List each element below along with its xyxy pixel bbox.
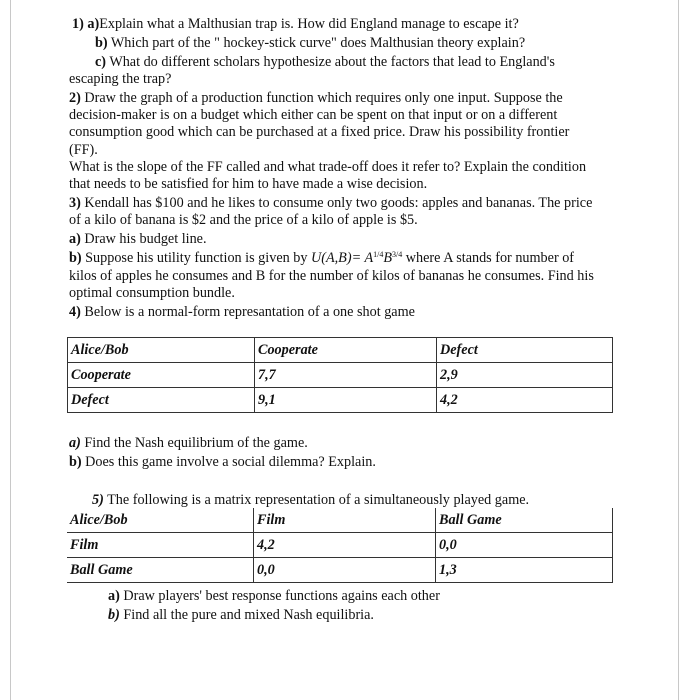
q1-a-number: 1) a) [72, 16, 100, 32]
q4-b-text: Does this game involve a social dilemma? Explain. [81, 454, 376, 470]
q3-line1 [69, 195, 592, 212]
q1-c [95, 54, 555, 71]
q5-number: 5) [92, 492, 104, 508]
q2-line2: decision-maker is on a budget which either can be spent on that input or on a different [69, 107, 558, 123]
q5-cell-0-2: 0,0 [436, 533, 613, 558]
table-row [67, 533, 613, 558]
q4-cell-0-0: Cooperate [68, 363, 255, 388]
q5-header-2: Ball Game [436, 508, 613, 533]
q1-c-cont: escaping the trap? [69, 71, 172, 87]
table-row [68, 338, 613, 363]
q2-line1 [69, 90, 563, 107]
q5-cell-1-1: 0,0 [254, 558, 436, 583]
q4-a [69, 435, 308, 452]
q3-utility-b: B [383, 250, 393, 266]
q1-c-label: c) [95, 54, 107, 70]
q2-line3: consumption good which can be purchased at a fixed price. Draw his possibility frontier [69, 124, 570, 140]
q3-line2: of a kilo of banana is $2 and the price of a kilo of apple is $5. [69, 212, 418, 228]
q5-cell-1-0: Ball Game [67, 558, 254, 583]
q3-utility-function: U(A,B)= A [311, 250, 374, 266]
q5-line [92, 492, 529, 509]
q5-b-text: Find all the pure and mixed Nash equilibria. [119, 607, 374, 623]
q3-exp-a: 1/4 [373, 250, 384, 259]
q3-a-text: Draw his budget line. [80, 231, 207, 247]
q4-cell-0-1: 7,7 [255, 363, 437, 388]
table-row [68, 363, 613, 388]
q5-cell-0-1: 4,2 [254, 533, 436, 558]
q4-b [69, 454, 376, 471]
q4-header-0: Alice/Bob [68, 338, 255, 363]
q4-cell-1-1: 9,1 [255, 388, 437, 413]
q2-text1: Draw the graph of a production function which requires only one input. Suppose the [80, 90, 563, 106]
q4-line [69, 304, 415, 321]
q5-payoff-table [67, 508, 613, 583]
q3-exp-b: 3/4 [392, 250, 403, 259]
q5-b-label: b) [108, 607, 120, 623]
q1-c-text: What do different scholars hypothesize about the factors that lead to England's [106, 54, 555, 70]
q1-b [95, 35, 525, 52]
q3-b-label: b) [69, 250, 82, 266]
q5-a-label: a) [108, 588, 120, 604]
q1-b-text: Which part of the " hockey-stick curve" does Malthusian theory explain? [107, 35, 526, 51]
q3-a [69, 231, 207, 248]
q3-b [69, 250, 574, 267]
q2-number: 2) [69, 90, 81, 106]
q4-a-label: a) [69, 435, 81, 451]
table-row [68, 388, 613, 413]
q4-text: Below is a normal-form represantation of a one shot game [80, 304, 415, 320]
q4-number: 4) [69, 304, 81, 320]
q4-a-text: Find the Nash equilibrium of the game. [80, 435, 308, 451]
q4-header-1: Cooperate [255, 338, 437, 363]
q3-a-label: a) [69, 231, 81, 247]
q4-cell-1-0: Defect [68, 388, 255, 413]
q3-text1: Kendall has $100 and he likes to consume only two goods: apples and bananas. The price [80, 195, 593, 211]
q1-a-text: Explain what a Malthusian trap is. How did England manage to escape it? [99, 16, 519, 32]
q5-header-1: Film [254, 508, 436, 533]
q5-b [108, 607, 374, 624]
q4-header-2: Defect [437, 338, 613, 363]
q4-b-label: b) [69, 454, 82, 470]
q3-number: 3) [69, 195, 81, 211]
q1-a [72, 16, 519, 33]
q5-header-0: Alice/Bob [67, 508, 254, 533]
q5-cell-0-0: Film [67, 533, 254, 558]
q3-b-line2: kilos of apples he consumes and B for the number of kilos of bananas he consumes. Find his [69, 268, 594, 284]
q3-b-line3: optimal consumption bundle. [69, 285, 235, 301]
q2-line5: What is the slope of the FF called and what trade-off does it refer to? Explain the condition [69, 159, 587, 175]
q2-line6: that needs to be satisfied for him to have made a wise decision. [69, 176, 428, 192]
q4-cell-1-2: 4,2 [437, 388, 613, 413]
q3-b-post: where A stands for number of [402, 250, 575, 266]
page-border-right [678, 0, 679, 700]
q4-cell-0-2: 2,9 [437, 363, 613, 388]
q5-a-text: Draw players' best response functions agains each other [119, 588, 440, 604]
q1-b-label: b) [95, 35, 108, 51]
q4-payoff-table [67, 337, 613, 413]
page-border-left [10, 0, 11, 700]
q5-cell-1-2: 1,3 [436, 558, 613, 583]
table-row [67, 508, 613, 533]
table-row [67, 558, 613, 583]
q3-b-pre: Suppose his utility function is given by [81, 250, 311, 266]
q5-a [108, 588, 440, 605]
q2-line4: (FF). [69, 142, 98, 158]
q5-text: The following is a matrix representation of a simultaneously played game. [103, 492, 530, 508]
